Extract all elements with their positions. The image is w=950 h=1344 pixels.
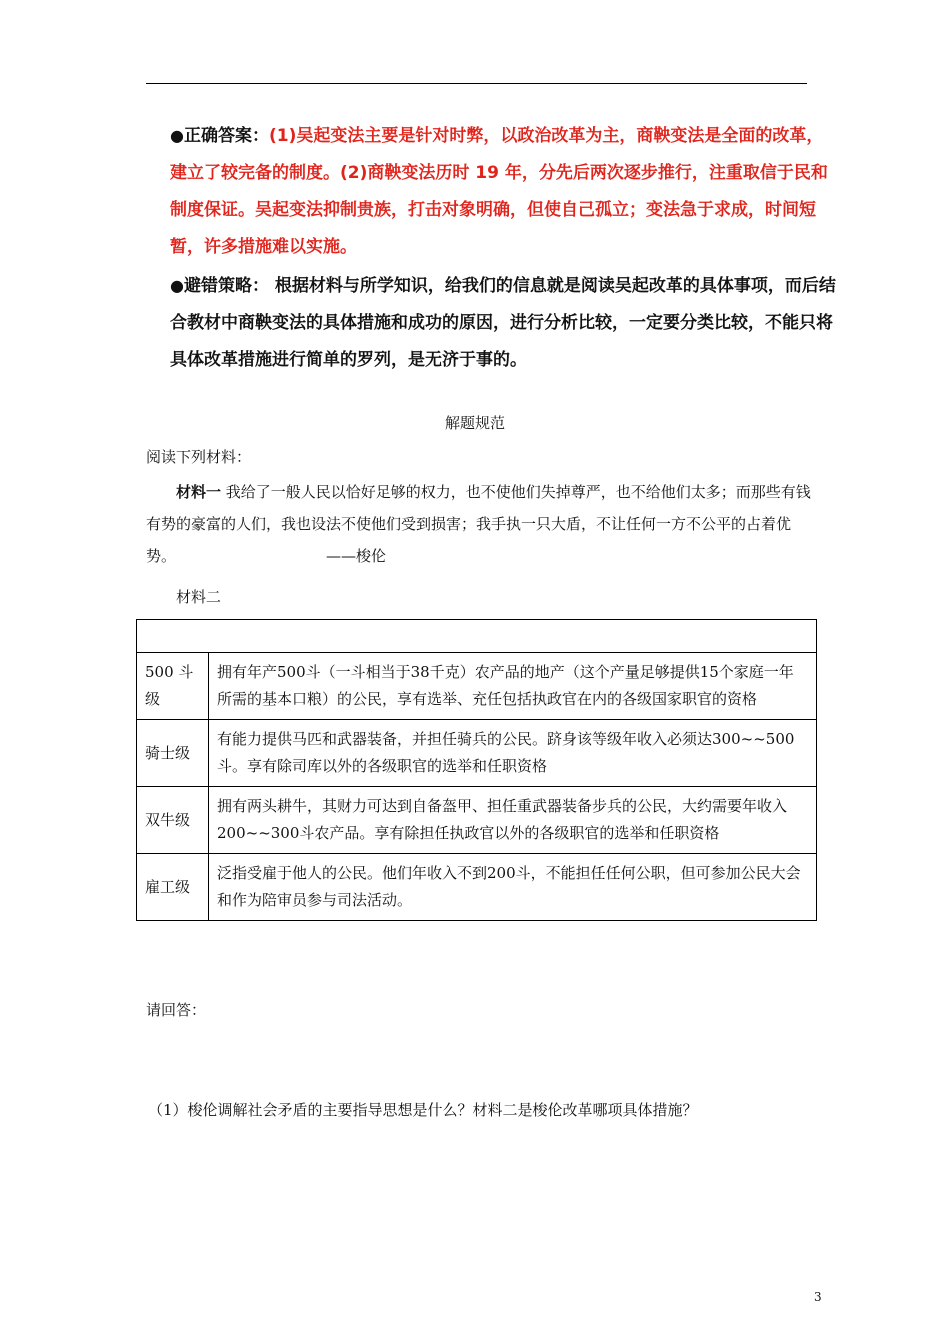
header-rule <box>146 83 807 84</box>
material-two-label: 材料二 <box>176 588 222 606</box>
table-header-cell <box>137 620 817 653</box>
class-description: 有能力提供马匹和武器装备，并担任骑兵的公民。跻身该等级年收入必须达300~~500斗。享有除司库以外的各级职官的选举和任职资格 <box>209 720 817 787</box>
strategy-paragraph <box>170 267 840 379</box>
table-header-row <box>137 620 817 653</box>
class-description: 泛指受雇于他人的公民。他们年收入不到200斗，不能担任任何公职，但可参加公民大会和作为陪审员参与司法活动。 <box>209 854 817 921</box>
answer-label: 正确答案： <box>183 126 269 146</box>
material-one <box>146 476 811 572</box>
material-one-text: 我给了一般人民以恰好足够的权力，也不使他们失掉尊严，也不给他们太多；而那些有钱有势的豪富的人们，我也设法不使他们受到损害；我手执一只大盾，不让任何一方不公平的占着优势。 <box>146 483 811 565</box>
class-rank: 骑士级 <box>137 720 209 787</box>
table-row <box>137 854 817 921</box>
table-row <box>137 720 817 787</box>
page-number: 3 <box>814 1290 822 1304</box>
section-title: 解题规范 <box>444 414 505 432</box>
class-rank: 双牛级 <box>137 787 209 854</box>
question-one: （1）梭伦调解社会矛盾的主要指导思想是什么？材料二是梭伦改革哪项具体措施？ <box>148 1101 698 1119</box>
material-one-author: ——梭伦 <box>326 547 387 565</box>
material-one-label: 材料一 <box>176 483 222 501</box>
strategy-bullet: ● <box>170 276 184 295</box>
answer-bullet: ● <box>170 126 184 145</box>
class-rank: 雇工级 <box>137 854 209 921</box>
answer-text: (1)吴起变法主要是针对时弊，以政治改革为主，商鞅变法是全面的改革，建立了较完备的制度。(2)商鞅变法历时 19 年，分先后两次逐步推行，注重取信于民和制度保证。吴起变法抑制贵族，打击对象明确，但使自己孤立；变法急于求成，时间短暂，许多措施难以实施。 <box>170 126 828 257</box>
class-description: 拥有年产500斗（一斗相当于38千克）农产品的地产（这个产量足够提供15个家庭一年所需的基本口粮）的公民，享有选举、充任包括执政官在内的各级国家职官的资格 <box>209 653 817 720</box>
ask-prompt: 请回答： <box>146 1001 207 1019</box>
intro-text: 阅读下列材料： <box>146 448 252 466</box>
strategy-label: 避错策略： <box>183 276 269 296</box>
strategy-text: 根据材料与所学知识，给我们的信息就是阅读吴起改革的具体事项，而后结合教材中商鞅变法的具体措施和成功的原因，进行分析比较，一定要分类比较，不能只将具体改革措施进行简单的罗列，是无济于事的。 <box>170 276 836 370</box>
class-rank: 500 斗级 <box>137 653 209 720</box>
class-description: 拥有两头耕牛，其财力可达到自备盔甲、担任重武器装备步兵的公民，大约需要年收入200~~300斗农产品。享有除担任执政官以外的各级职官的选举和任职资格 <box>209 787 817 854</box>
table-row <box>137 787 817 854</box>
table-row <box>137 653 817 720</box>
property-class-table <box>136 619 817 921</box>
answer-paragraph <box>170 117 840 266</box>
